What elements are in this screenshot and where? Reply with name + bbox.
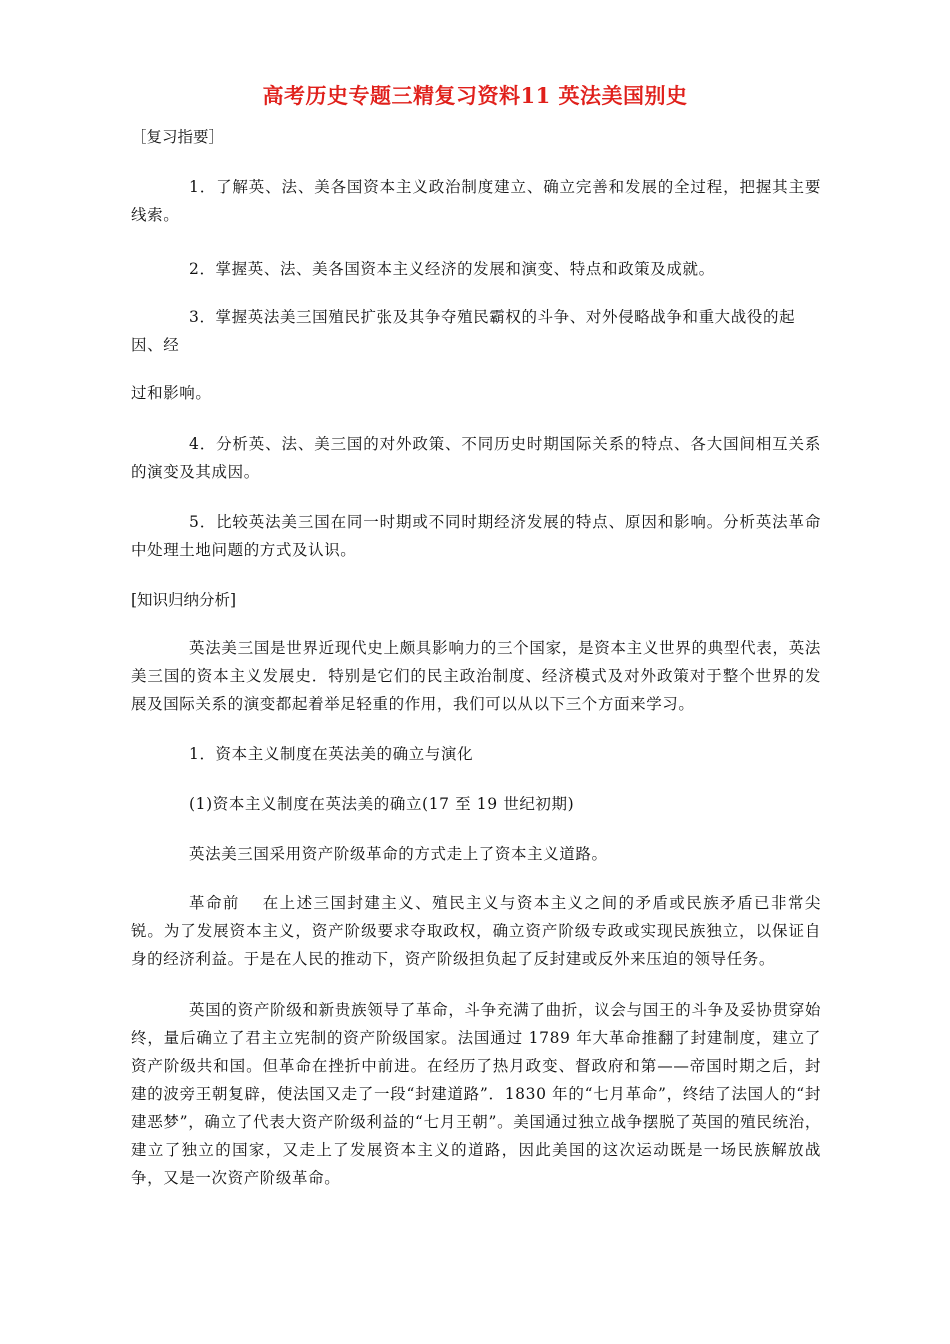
intro-paragraph: 英法美三国是世界近现代史上颇具影响力的三个国家，是资本主义世界的典型代表，英法美三国的资本主义发展史．特别是它们的民主政治制度、经济模式及对外政策对于整个世界的发展及国际关系的演变都起着举足轻重的作用，我们可以从以下三个方面来学习。 <box>131 639 821 713</box>
guide-item-4: 4．分析英、法、美三国的对外政策、不同历史时期国际关系的特点、各大国间相互关系的演变及其成因。 <box>131 435 821 481</box>
before-revolution-text: 在上述三国封建主义、殖民主义与资本主义之间的矛盾或民族矛盾已非常尖锐。为了发展资本主义，资产阶级要求夺取政权，确立资产阶级专政或实现民族独立，以保证自身的经济利益。于是在人民的推动下，资产阶级担负起了反封建或反外来压迫的领导任务。 <box>131 894 821 968</box>
heading-level-1: 1．资本主义制度在英法美的确立与演化 <box>189 745 474 763</box>
before-revolution-label: 革命前 <box>189 894 240 912</box>
document-title: 高考历史专题三精复习资料11 英法美国别史 <box>262 83 688 108</box>
guide-item-5: 5．比较英法美三国在同一时期或不同时期经济发展的特点、原因和影响。分析英法革命中处理土地问题的方式及认识。 <box>131 513 821 559</box>
before-revolution-paragraph <box>131 889 821 973</box>
revolution-history-paragraph: 英国的资产阶级和新贵族领导了革命，斗争充满了曲折，议会与国王的斗争及妥协贯穿始终，量后确立了君主立宪制的资产阶级国家。法国通过 1789 年大革命推翻了封建制度，建立了资产阶级共和国。但革命在挫折中前进。在经历了热月政变、督政府和第——帝国时期之后，封建的波旁王朝复辟，使法国又走了一段“封建道路”．1830 年的“七月革命”，终结了法国人的“封建恶梦”，确立了代表大资产阶级利益的“七月王朝”。美国通过独立战争摆脱了英国的殖民统治，建立了独立的国家，又走上了发展资本主义的道路，因此美国的这次运动既是一场民族解放战争，又是一次资产阶级革命。 <box>131 1001 821 1187</box>
guide-item-3-continued: 过和影响。 <box>131 384 212 402</box>
heading-level-2: (1)资本主义制度在英法美的确立(17 至 19 世纪初期) <box>189 795 575 813</box>
revolution-line: 英法美三国采用资产阶级革命的方式走上了资本主义道路。 <box>189 845 608 863</box>
section-heading-analysis: [知识归纳分析] <box>131 591 237 609</box>
guide-item-1: 1．了解英、法、美各国资本主义政治制度建立、确立完善和发展的全过程，把握其主要线索。 <box>131 178 821 224</box>
guide-item-3-tail: 因、经 <box>131 336 180 354</box>
guide-item-3: 3．掌握英法美三国殖民扩张及其争夺殖民霸权的斗争、对外侵略战争和重大战役的起 <box>189 308 796 326</box>
section-heading-guide: ［复习指要］ <box>131 128 225 146</box>
guide-item-2: 2．掌握英、法、美各国资本主义经济的发展和演变、特点和政策及成就。 <box>189 260 715 278</box>
